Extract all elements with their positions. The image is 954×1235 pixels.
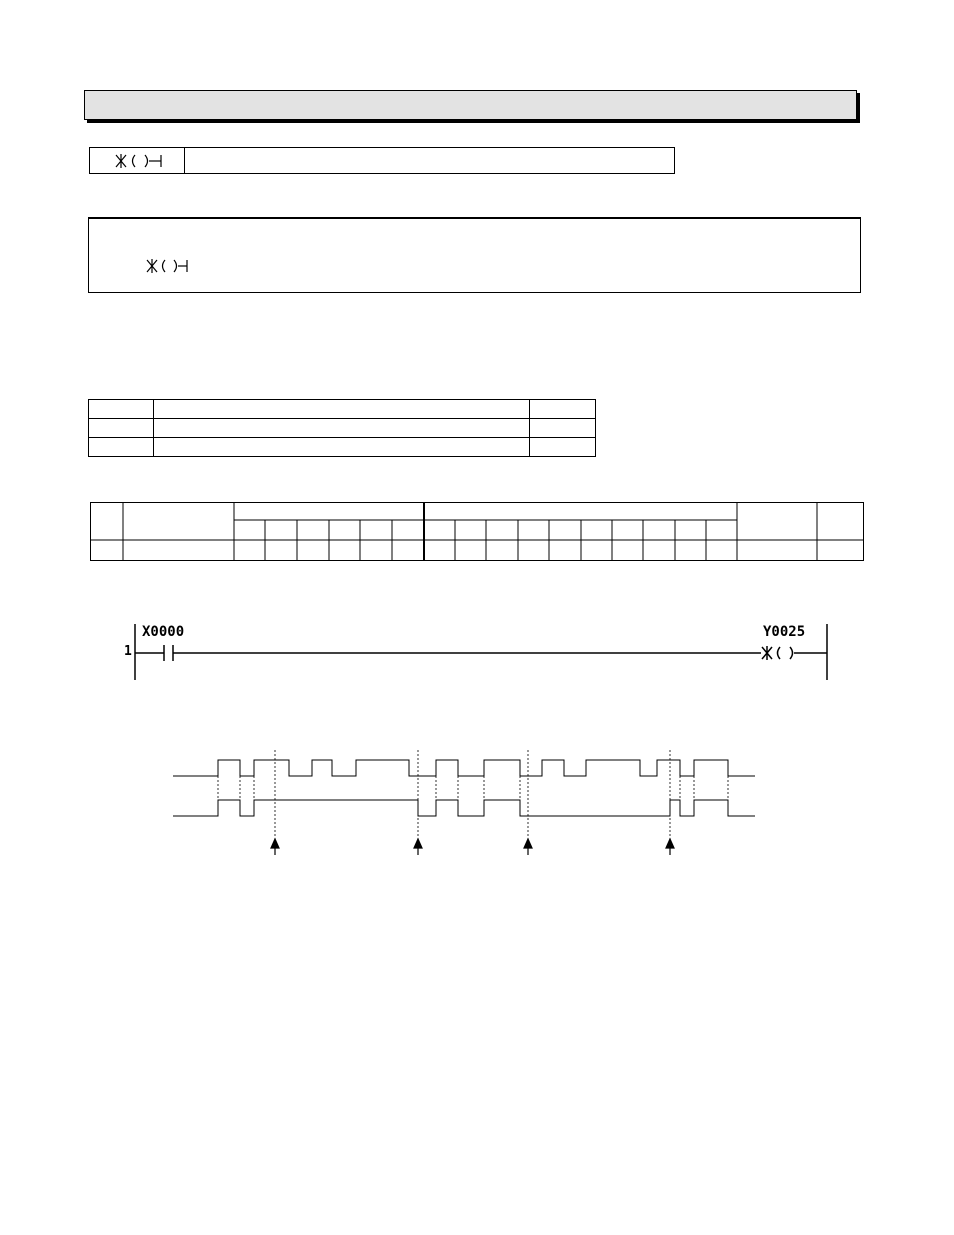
- contact-label: X0000: [142, 624, 185, 640]
- input-waveform: [173, 760, 755, 776]
- ladder-diagram: [120, 620, 840, 682]
- instruction-symbol-cell: [90, 148, 185, 173]
- timing-diagram: [170, 745, 770, 865]
- up-arrow-icon: [414, 839, 422, 848]
- rung-number: 1: [124, 644, 132, 659]
- instruction-symbol-row: [89, 147, 675, 174]
- description-box: [88, 217, 861, 293]
- alternate-coil-icon: [90, 148, 184, 173]
- coil-label: Y0025: [763, 624, 806, 640]
- ladder-rails: [120, 620, 840, 682]
- up-arrow-icon: [524, 839, 532, 848]
- up-arrow-icon: [271, 839, 279, 848]
- operand-table: [88, 399, 596, 457]
- section-header-bar: [84, 90, 857, 120]
- alternate-coil-icon: [143, 257, 203, 277]
- device-table: [90, 502, 864, 562]
- output-waveform: [173, 800, 755, 816]
- up-arrow-icon: [666, 839, 674, 848]
